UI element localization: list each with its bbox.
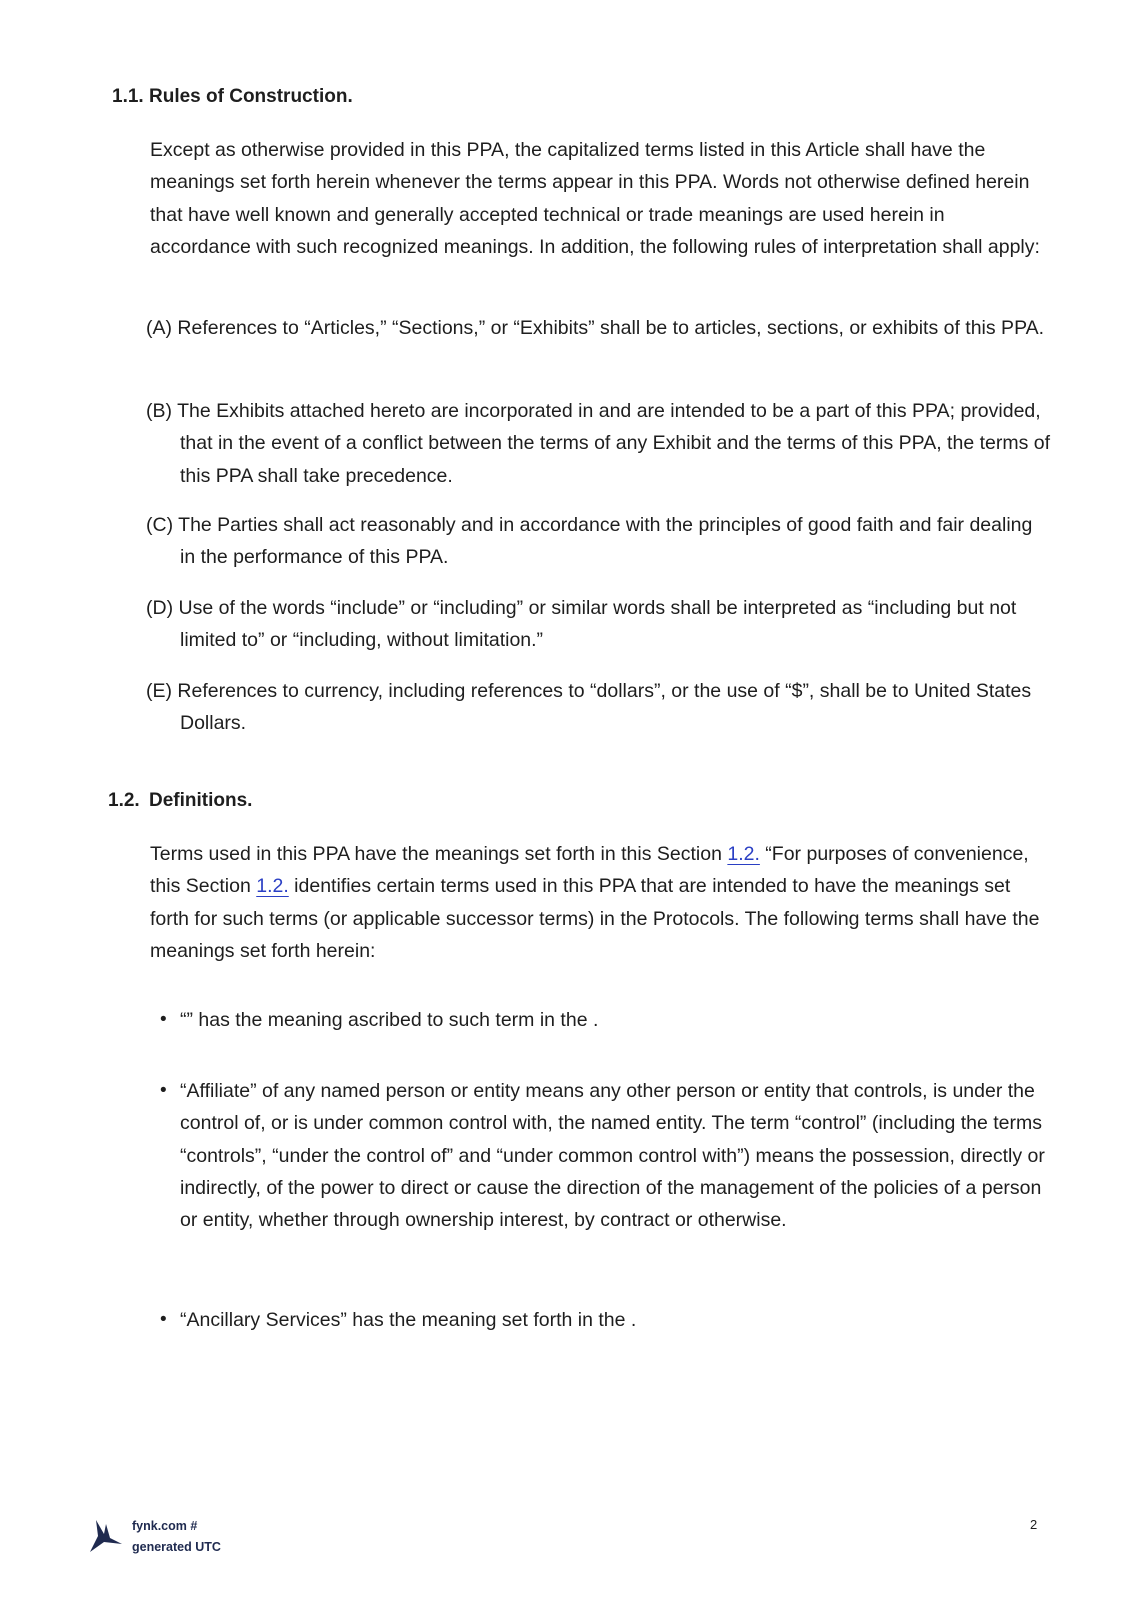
rule-item-d [146,592,1052,657]
footer-line-2: generated UTC [132,1540,221,1554]
section-heading-1-2 [108,790,252,812]
rule-label: (D) [146,597,174,619]
rule-label: (B) [146,400,172,422]
rule-text: The Exhibits attached hereto are incorporated in and are intended to be a part of this PPA; provided, that in the event of a conflict between the terms of any Exhibit and the terms of this PPA, the terms of this PPA shall take precedence. [177,400,1051,487]
rule-text: The Parties shall act reasonably and in accordance with the principles of good faith and fair dealing in the performance of this PPA. [178,514,1033,569]
section-heading-1-1 [112,86,353,108]
intro-text: Terms used in this PPA have the meanings set forth in this Section [150,843,728,865]
definition-text: “Affiliate” of any named person or entity means any other person or entity that controls, is under the control of, or is under common control with, the named entity. The term “control” (including the terms “controls”, “under the control of” and “under common control with”) means the possession, directly or indirectly, of the power to direct or cause the direction of the management of the policies of a person or entity, whether through ownership interest, by contract or otherwise. [180,1080,1045,1232]
footer-text [132,1516,221,1558]
rule-item-a [146,312,1052,344]
definition-item [160,1075,1052,1236]
section-number: 1.2. [108,790,140,811]
section-number: 1.1. [112,86,144,107]
rule-label: (A) [146,317,172,339]
definition-item [160,1304,1052,1336]
section-link-1-2[interactable]: 1.2. [256,875,289,898]
bullet-icon: • [160,1009,167,1030]
intro-text: identifies certain terms used in this PPA that are intended to have the meanings set forth for such terms (or applicable successor terms) in the Protocols. The following terms shall have the meanings set forth herein: [150,875,1040,962]
section-title: Rules of Construction. [149,86,353,107]
rule-label: (E) [146,680,172,702]
rule-item-b [146,395,1052,492]
rule-text: References to currency, including references to “dollars”, or the use of “$”, shall be to United States Dollars. [177,680,1032,735]
rule-item-c [146,509,1052,574]
rule-label: (C) [146,514,174,536]
definitions-intro-paragraph [150,838,1050,967]
section-title: Definitions. [149,790,253,811]
rules-intro-paragraph: Except as otherwise provided in this PPA, the capitalized terms listed in this Article shall have the meanings set forth herein whenever the terms appear in this PPA. Words not otherwise defined herein that have well known and generally accepted technical or trade meanings are used herein in accordance with such recognized meanings. In addition, the following rules of interpretation shall apply: [150,139,1040,258]
intro-text: “For purposes of convenience, this Section [150,843,1029,898]
page-number: 2 [1030,1517,1038,1532]
bullet-icon: • [160,1080,167,1101]
definition-item [160,1004,1052,1036]
fynk-logo-icon [88,1514,124,1554]
definition-text: “Ancillary Services” has the meaning set forth in the . [180,1309,637,1331]
footer-line-1: fynk.com # [132,1519,198,1533]
section-link-1-2[interactable]: 1.2. [727,843,760,865]
definition-text: “” has the meaning ascribed to such term in the . [180,1009,599,1031]
bullet-icon: • [160,1309,167,1330]
rule-item-e [146,675,1052,740]
rule-text: Use of the words “include” or “including” or similar words shall be interpreted as “including but not limited to” or “including, without limitation.” [178,597,1017,652]
rule-text: References to “Articles,” “Sections,” or “Exhibits” shall be to articles, sections, or exhibits of this PPA. [177,317,1045,339]
